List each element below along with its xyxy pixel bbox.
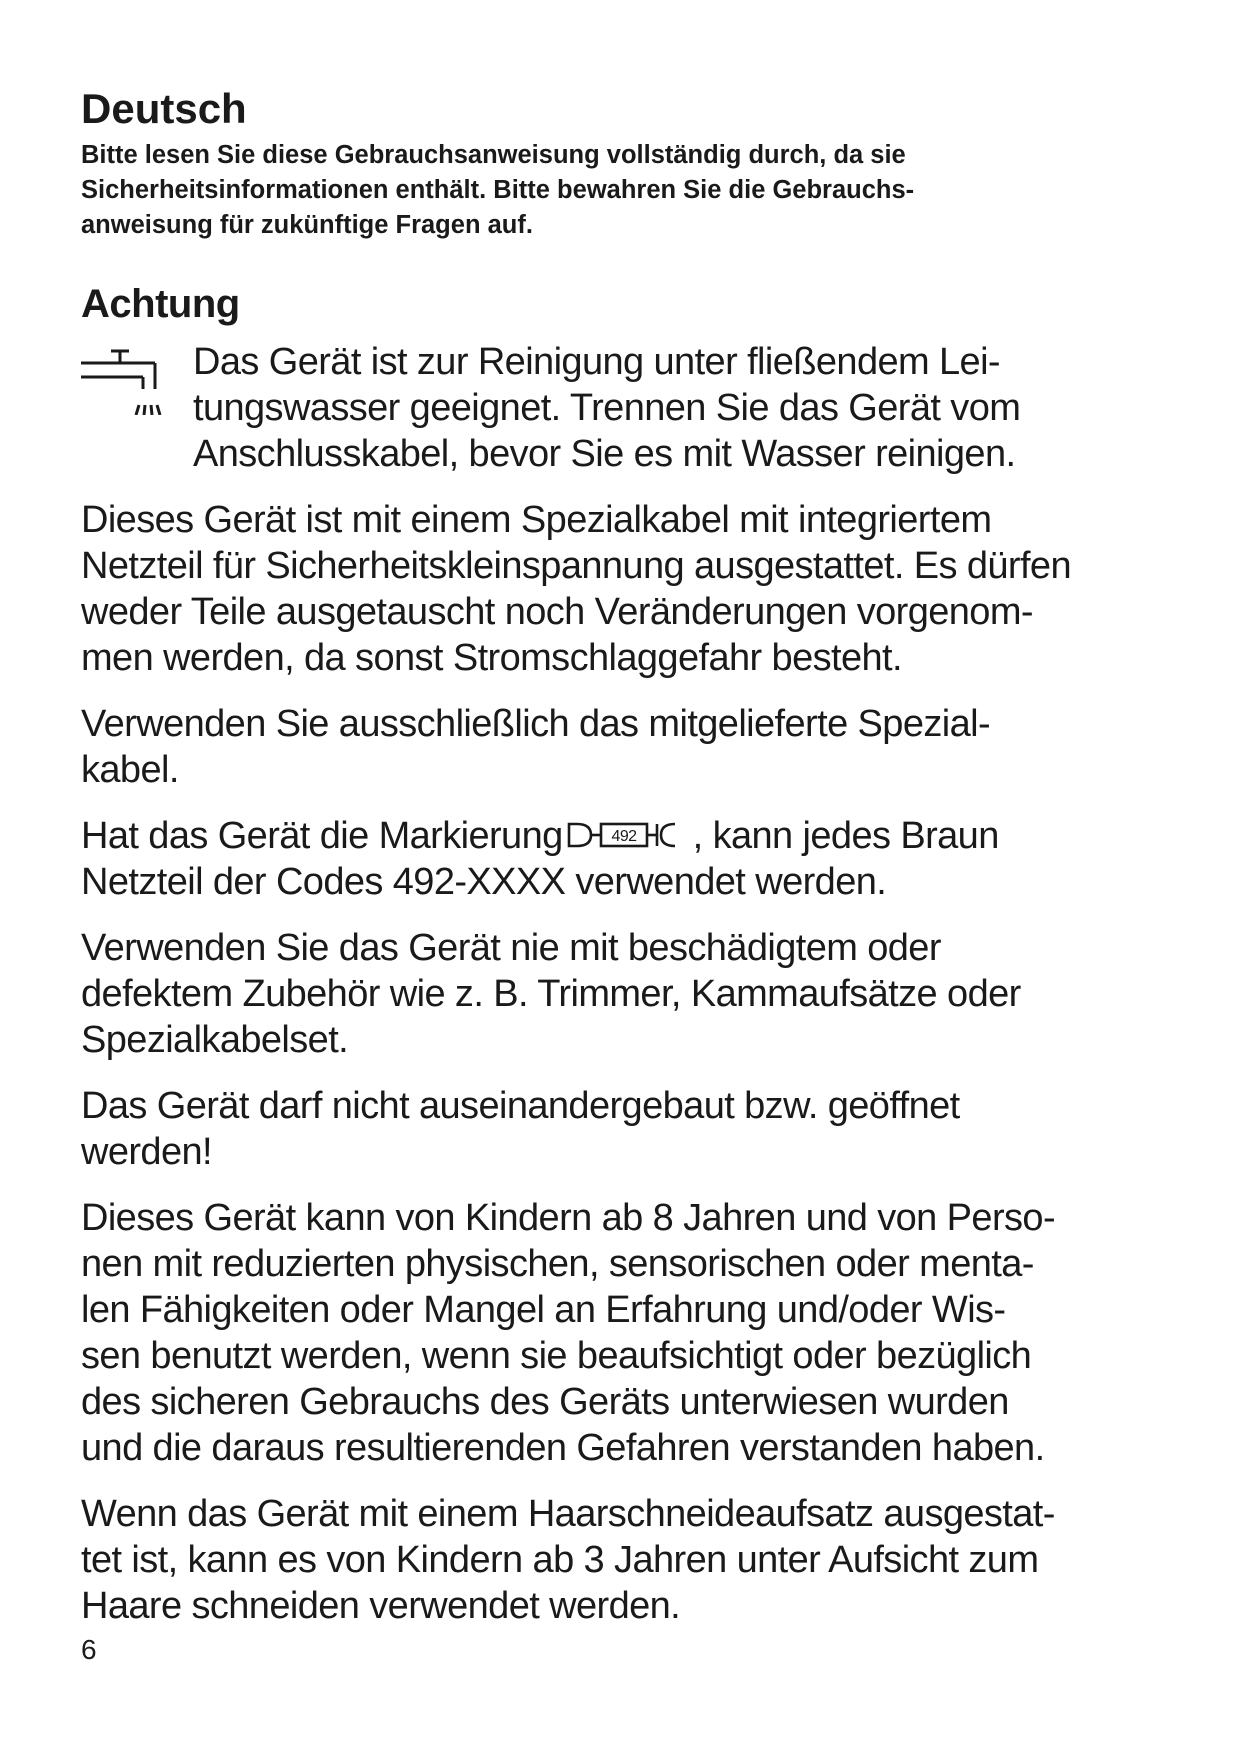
text-line: len Fähigkeiten oder Mangel an Erfahrung und/oder Wis- bbox=[81, 1289, 1006, 1331]
intro-line: anweisung für zukünftige Fragen auf. bbox=[81, 211, 533, 239]
paragraph-special-cable bbox=[81, 497, 1171, 681]
paragraph-marking bbox=[81, 813, 1171, 905]
text-line bbox=[81, 813, 1171, 859]
text-line: werden! bbox=[81, 1131, 212, 1173]
water-cleaning-notice bbox=[81, 339, 1171, 477]
text-line: Dieses Gerät ist mit einem Spezialkabel mit integriertem bbox=[81, 499, 992, 541]
page-number: 6 bbox=[81, 1634, 97, 1665]
text-line: men werden, da sonst Stromschlaggefahr besteht. bbox=[81, 637, 902, 679]
tap-water-icon bbox=[81, 347, 171, 415]
text-line: Verwenden Sie das Gerät nie mit beschädigtem oder bbox=[81, 927, 941, 969]
marking-text-before: Hat das Gerät die Markierung bbox=[81, 815, 563, 857]
text-line: Spezialkabelset. bbox=[81, 1019, 349, 1061]
paragraph-do-not-open bbox=[81, 1083, 1171, 1175]
text-line: Anschlusskabel, bevor Sie es mit Wasser reinigen. bbox=[193, 433, 1016, 475]
text-line: Das Gerät ist zur Reinigung unter fließendem Lei- bbox=[193, 341, 1000, 383]
text-line: und die daraus resultierenden Gefahren verstanden haben. bbox=[81, 1427, 1045, 1469]
text-line: kabel. bbox=[81, 749, 179, 791]
paragraph-children-8-years bbox=[81, 1195, 1171, 1471]
section-title-achtung: Achtung bbox=[81, 282, 240, 326]
intro-line: Sicherheitsinformationen enthält. Bitte bewahren Sie die Gebrauchs- bbox=[81, 176, 915, 204]
language-heading: Deutsch bbox=[81, 85, 247, 132]
text-line: tungswasser geeignet. Trennen Sie das Gerät vom bbox=[193, 387, 1021, 429]
paragraph-use-supplied-cable bbox=[81, 701, 1171, 793]
text-line: Netzteil der Codes 492-XXXX verwendet werden. bbox=[81, 861, 887, 903]
intro-notice bbox=[81, 138, 1161, 243]
text-line: weder Teile ausgetauscht noch Veränderungen vorgenom- bbox=[81, 591, 1033, 633]
text-line: Das Gerät darf nicht auseinandergebaut bzw. geöffnet bbox=[81, 1085, 960, 1127]
paragraph-damaged-accessories bbox=[81, 925, 1171, 1063]
marking-text-after: , kann jedes Braun bbox=[692, 815, 999, 857]
power-supply-marking-icon bbox=[563, 816, 693, 854]
text-line: Dieses Gerät kann von Kindern ab 8 Jahren und von Perso- bbox=[81, 1197, 1055, 1239]
text-line: des sicheren Gebrauchs des Geräts unterwiesen wurden bbox=[81, 1381, 1009, 1423]
paragraph-children-3-years bbox=[81, 1491, 1171, 1629]
text-line: sen benutzt werden, wenn sie beaufsichtigt oder bezüglich bbox=[81, 1335, 1032, 1377]
text-line: Netzteil für Sicherheitskleinspannung ausgestattet. Es dürfen bbox=[81, 545, 1071, 587]
manual-page bbox=[81, 80, 1171, 1629]
text-line: Haare schneiden verwendet werden. bbox=[81, 1585, 681, 1627]
water-notice-text bbox=[193, 339, 1171, 477]
text-line: Wenn das Gerät mit einem Haarschneideaufsatz ausgestat- bbox=[81, 1493, 1055, 1535]
marking-code: 492 bbox=[611, 827, 637, 845]
text-line: Verwenden Sie ausschließlich das mitgelieferte Spezial- bbox=[81, 703, 991, 745]
intro-line: Bitte lesen Sie diese Gebrauchsanweisung vollständig durch, da sie bbox=[81, 141, 906, 169]
text-line: nen mit reduzierten physischen, sensorischen oder menta- bbox=[81, 1243, 1034, 1285]
text-line: defektem Zubehör wie z. B. Trimmer, Kammaufsätze oder bbox=[81, 973, 1021, 1015]
text-line: tet ist, kann es von Kindern ab 3 Jahren unter Aufsicht zum bbox=[81, 1539, 1039, 1581]
